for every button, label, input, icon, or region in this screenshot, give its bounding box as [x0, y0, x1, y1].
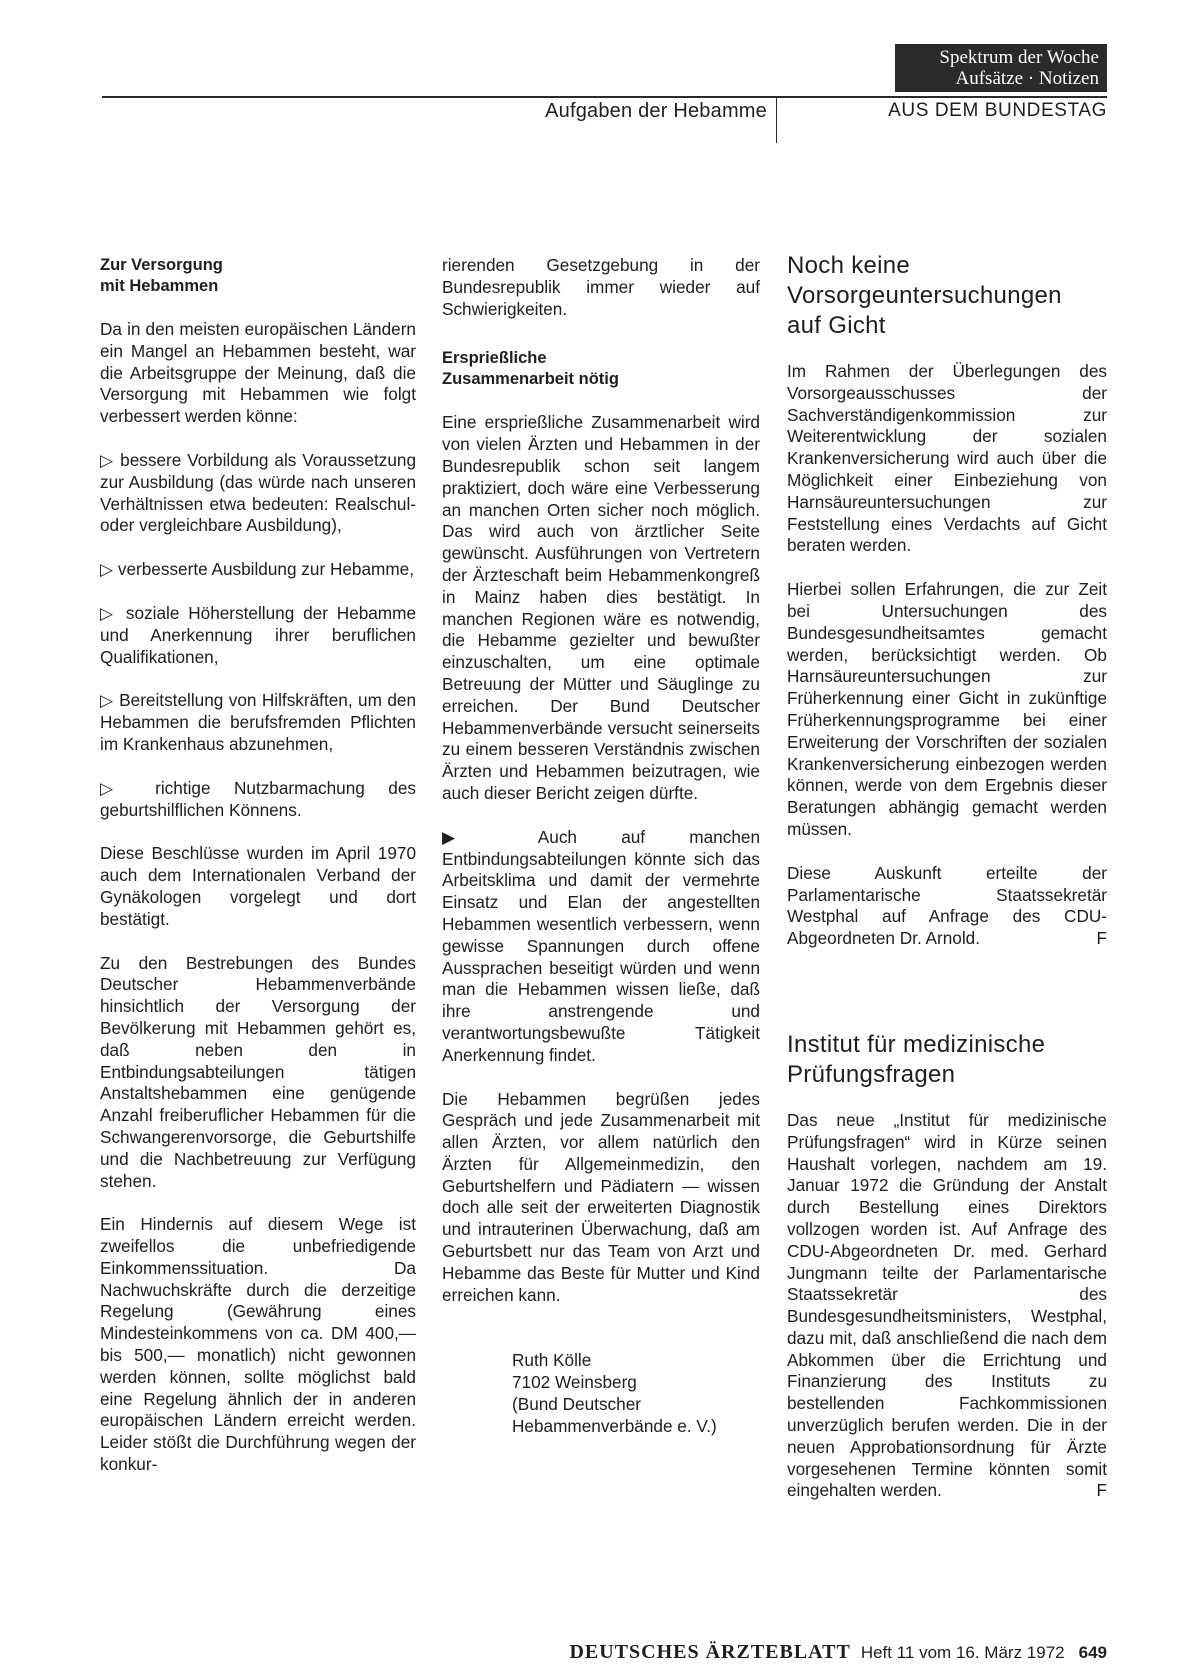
column-2 [442, 255, 760, 1438]
triangle-bullet-icon: ▷ [100, 778, 132, 798]
paragraph-text: Das neue „Institut für medizinische Prüfungsfragen“ wird in Kürze seinen Haushalt vorlegen, nachdem am 19. Januar 1972 die Gründung der Anstalt durch Bestellung eines Direktors vollzogen worden ist. Auf Anfrage des CDU-Abgeordneten Dr. med. Gerhard Jungmann teilte der Parlamentarische Staatssekretär des Bundesgesundheitsministers, Westphal, dazu mit, daß anschließend die nach dem Abkommen über die Errichtung und Finanzierung des Instituts zu bestellenden Fachkommissionen unverzüglich berufen werden. Die in der neuen Approbationsordnung für Ärzte vorgesehenen Termine könnten somit eingehalten werden. [787, 1109, 1107, 1501]
bullet-item [100, 450, 416, 537]
author-city: 7102 Weinsberg [512, 1372, 637, 1393]
subheading-versorgung: Zur Versorgung mit Hebammen [100, 256, 223, 295]
paragraph: Hierbei sollen Erfahrungen, die zur Zeit bei Untersuchungen des Bundesgesundheitsamtes gemacht werden, berücksichtigt werden. Ob Harnsäureuntersuchungen zur Früherkennung einer Gicht in zukünftige Früherkennungsprogramme bei einer Erweiterung der Vorschriften der sozialen Krankenversicherung einbezogen werden können, werde von dem Ergebnis dieser Beratungen abhängig gemacht werden müssen. [787, 579, 1107, 839]
triangle-bullet-icon: ▷ [100, 603, 118, 623]
bullet-text: soziale Höherstellung der Hebamme und Anerkennung ihrer beruflichen Qualifikationen, [100, 602, 417, 667]
paragraph [442, 827, 760, 1067]
header-divider [776, 96, 777, 143]
bullet-item [100, 778, 416, 822]
bullet-item [100, 603, 416, 668]
section-title-left: Aufgaben der Hebamme [545, 100, 767, 122]
bullet-text: Bereitstellung von Hilfskräften, um den Hebammen die berufsfremden Pflichten im Krankenhaus abzunehmen, [100, 690, 417, 754]
paragraph [787, 1110, 1107, 1502]
article-title-gicht: Noch keine Vorsorgeuntersuchungen auf Gicht [787, 252, 1062, 339]
paragraph [787, 863, 1107, 950]
paragraph: Ein Hindernis auf diesem Wege ist zweifellos die unbefriedigende Einkommenssituation. Da Nachwuchskräfte durch die derzeitige Regelung (Gewährung eines Mindesteinkommens von ca. DM 400,— bis 500,— monatlich) nicht gewonnen werden können, sollte möglichst bald eine Regelung ähnlich der in anderen europäischen Ländern erreicht werden. Leider stößt die Durchführung wegen der konkur- [100, 1214, 416, 1475]
paragraph-text: Auch auf manchen Entbindungsabteilungen könnte sich das Arbeitsklima und damit der vermehrte Einsatz und Elan der angestellten Hebammen wesentlich verbessern, wenn gewisse Spannungen durch offene Aussprachen beseitigt würden und wenn man die Hebammen wissen ließe, daß ihre anstrengende und verantwortungsbewußte Tätigkeit Anerkennung findet. [442, 826, 761, 1065]
article-title-institut: Institut für medizinische Prüfungsfragen [787, 1030, 1046, 1088]
paragraph-text: Diese Auskunft erteilte der Parlamentarische Staatssekretär Westphal auf Anfrage des CDU-Abgeordneten Dr. Arnold. [787, 862, 1107, 949]
column-3 [787, 252, 1107, 1524]
bullet-text: richtige Nutzbarmachung des geburtshilflichen Könnens. [100, 777, 416, 820]
paragraph: rierenden Gesetzgebung in der Bundesrepublik immer wieder auf Schwierigkeiten. [442, 255, 760, 319]
author-mark: F [1096, 928, 1107, 949]
author-org-line1: (Bund Deutscher [512, 1394, 641, 1415]
bullet-text: bessere Vorbildung als Voraussetzung zur Ausbildung (das würde nach unseren Verhältnissen etwa bedeuten: Realschul- oder vergleichbare Ausbildung), [100, 449, 417, 536]
paragraph: Im Rahmen der Überlegungen des Vorsorgeausschusses der Sachverständigenkommission zur Weiterentwicklung der sozialen Krankenversicherung wird auch über die Möglichkeit einer Einbeziehung von Harnsäureuntersuchungen zur Feststellung eines Verdachts auf Gicht beraten werden. [787, 361, 1107, 556]
triangle-bullet-icon: ▷ [100, 560, 114, 580]
page-footer [495, 1641, 1107, 1664]
author-signature [512, 1350, 760, 1437]
triangle-bullet-icon: ▷ [100, 691, 114, 711]
subheading-zusammenarbeit: Ersprießliche Zusammenarbeit nötig [442, 349, 619, 389]
paragraph: Zu den Bestrebungen des Bundes Deutscher Hebammenverbände hinsichtlich der Versorgung der Bevölkerung mit Hebammen gehört es, daß neben den in Entbindungsabteilungen tätigen Anstaltshebammen eine genügende Anzahl freiberuflicher Hebammen für die Schwangerenvorsorge, die Geburtshilfe und die Nachbetreuung zur Verfügung stehen. [100, 952, 416, 1191]
issue-info: Heft 11 vom 16. März 1972 [860, 1643, 1065, 1662]
bullet-text: verbesserte Ausbildung zur Hebamme, [117, 559, 415, 580]
masthead: DEUTSCHES ÄRZTEBLATT [569, 1641, 851, 1663]
author-org-line2: Hebammenverbände e. V.) [512, 1415, 717, 1436]
badge-line-1: Spektrum der Woche [939, 47, 1099, 68]
bullet-item [100, 559, 416, 581]
page-number: 649 [1078, 1643, 1107, 1662]
paragraph: Diese Beschlüsse wurden im April 1970 auch dem Internationalen Verband der Gynäkologen vorgelegt und dort bestätigt. [100, 843, 416, 929]
triangle-bullet-icon: ▷ [100, 450, 115, 470]
filled-triangle-bullet-icon: ▶ [442, 827, 495, 847]
paragraph: Eine ersprießliche Zusammenarbeit wird von vielen Ärzten und Hebammen in der Bundesrepublik schon seit langem praktiziert, doch wäre eine Verbesserung an manchen Orten sicher noch möglich. Das wird auch von ärztlicher Seite gewünscht. Ausführungen von Vertretern der Ärzteschaft beim Hebammenkongreß in Mainz haben dies bestätigt. In manchen Regionen wäre es notwendig, die Hebamme gezielter und bewußter einzuschalten, um eine optimale Betreuung der Mütter und Säuglinge zu erreichen. Der Bund Deutscher Hebammenverbände versucht seinerseits zu einem besseren Verständnis zwischen Ärzten und Hebammen beizutragen, wie auch dieser Bericht zeigen dürfte. [442, 412, 760, 803]
header-rule [102, 96, 1107, 98]
paragraph: Die Hebammen begrüßen jedes Gespräch und jede Zusammenarbeit mit allen Ärzten, vor allem natürlich den Ärzten für Allgemeinmedizin, den Geburtshelfern und Pädiatern — wissen doch alle seit der erweiterten Diagnostik und intrauterinen Überwachung, daß am Geburtsbett nur das Team von Arzt und Hebamme das Beste für Mutter und Kind erreichen kann. [442, 1088, 760, 1305]
section-title-right: AUS DEM BUNDESTAG [888, 100, 1107, 121]
author-mark: F [1096, 1480, 1107, 1501]
paragraph: Da in den meisten europäischen Ländern ein Mangel an Hebammen besteht, war die Arbeitsgruppe der Meinung, daß die Versorgung mit Hebammen wie folgt verbessert werden könne: [100, 319, 416, 427]
badge-line-2: Aufsätze · Notizen [955, 68, 1099, 89]
section-badge [895, 44, 1107, 92]
author-name: Ruth Kölle [512, 1350, 592, 1371]
column-1 [100, 255, 416, 1498]
bullet-item [100, 690, 416, 755]
